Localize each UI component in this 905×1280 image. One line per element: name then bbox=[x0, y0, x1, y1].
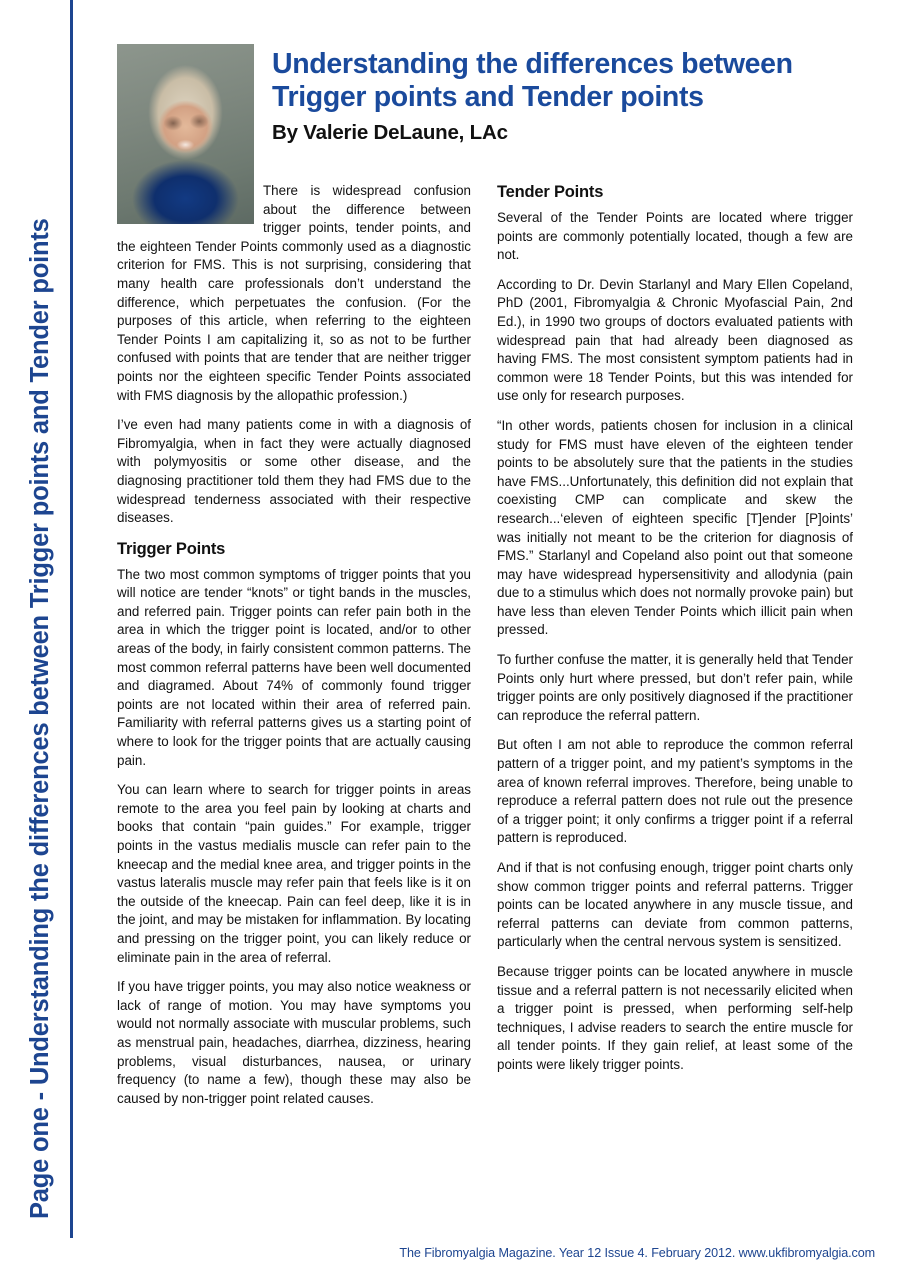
page-title-line-2: Trigger points and Tender points bbox=[272, 81, 704, 113]
paragraph: If you have trigger points, you may also notice weakness or lack of range of motion. You may have symptoms you would not normally associate with muscular problems, such as menstrual pain, headaches, diarrhea, dizziness, hearing problems, visual disturbances, nausea, or urinary frequency (to name a few), though these may also be caused by non-trigger point related causes. bbox=[117, 979, 471, 1106]
page-title-line-1: Understanding the differences between bbox=[272, 48, 793, 80]
sidebar-vertical-rule bbox=[70, 0, 73, 1238]
paragraph: Because trigger points can be located anywhere in muscle tissue and a referral pattern is not necessarily elicited when a trigger point is pressed, when performing self-help techniques, I advise readers to search the entire muscle for all tender points. If they gain relief, at least some of the points were likely trigger points. bbox=[497, 963, 853, 1072]
sidebar-page-label: Page one - Understanding the differences between Trigger points and Tender points bbox=[25, 218, 54, 1219]
page-footer: The Fibromyalgia Magazine. Year 12 Issue 4. February 2012. www.ukfibromyalgia.com bbox=[399, 1246, 875, 1260]
headline-block bbox=[272, 48, 857, 145]
section-heading-trigger-points: Trigger Points bbox=[117, 539, 226, 558]
paragraph: To further confuse the matter, it is generally held that Tender Points only hurt where pressed, but don’t refer pain, while trigger points are only positively diagnosed if the practitioner can reproduce the referral pattern. bbox=[497, 652, 853, 723]
paragraph: According to Dr. Devin Starlanyl and Mary Ellen Copeland, PhD (2001, Fibromyalgia & Chronic Myofascial Pain, 2nd Ed.), in 1990 two groups of doctors evaluated patients with widespread pain that had already been diagnosed as having FMS. The most consistent symptom patients had in common were 18 Tender Points, but this was intended for use only for research purposes. bbox=[497, 276, 853, 404]
paragraph: I’ve even had many patients come in with a diagnosis of Fibromyalgia, when in fact they were actually diagnosed with polymyositis or some other disease, and the diagnosing practitioner told them they had FMS due to the widespread tenderness associated with their respective diseases. bbox=[117, 417, 471, 526]
section-heading-tender-points: Tender Points bbox=[497, 183, 604, 201]
photo-wrap-spacer bbox=[117, 182, 263, 228]
paragraph: The two most common symptoms of trigger points that you will notice are tender “knots” or tight bands in the muscles, and referred pain. Trigger points can refer pain both in the area in which the trigger point is located, and/or to other areas of the body, in fairly consistent common patterns. The most common referral patterns have been well documented and diagramed. About 74% of commonly found trigger points are not located within their area of referred pain. Familiarity with referral patterns gives us a starting point of where to look for the trigger points that are actually causing pain. bbox=[117, 566, 471, 768]
paragraph bbox=[117, 182, 471, 405]
article-column-right bbox=[497, 182, 853, 1086]
paragraph: You can learn where to search for trigger points in areas remote to the area you feel pain by looking at charts and books that contain “pain guides.” For example, trigger points in the vastus medialis muscle can refer pain to the kneecap and the medial knee area, and trigger points in the vastus lateralis muscle may refer pain that feels like is it on the outside of the kneecap. Pain can feel deep, like it is in the joint, and may be mistaken for inflammation. By locating and pressing on the trigger point, you can likely reduce or eliminate pain in the area of referral. bbox=[117, 782, 471, 965]
article-column-left bbox=[117, 182, 471, 1119]
article-byline: By Valerie DeLaune, LAc bbox=[272, 121, 508, 144]
paragraph: “In other words, patients chosen for inclusion in a clinical study for FMS must have eleven of the eighteen tender points to be absolutely sure that the patients in the studies have FMS...Unfortunately, this definition did not explain that coexisting CMP can complicate and skew the research...‘eleven of eighteen specific [T]ender [P]oints’ was initially not meant to be the criterion for diagnosis of FMS.” Starlanyl and Copeland also point out that someone may have widespread hypersensitivity and allodynia (pain due to a stimulus which does not normally provoke pain) but have less than eleven Tender Points which illicit pain when pressed. bbox=[497, 417, 853, 638]
paragraph: But often I am not able to reproduce the common referral pattern of a trigger point, and my patient’s symptoms in the area of known referral improves. Therefore, being unable to reproduce a referral pattern does not rule out the presence of a trigger point; it only confirms a trigger point if a referral pattern is reproduced. bbox=[497, 737, 853, 846]
paragraph-text: There is widespread confusion about the difference between trigger points, tender points, and the eighteen Tender Points commonly used as a diagnostic criterion for FMS. This is not surprising, considering that many health care professionals don’t understand the difference, which perpetuates the confusion. (For the purposes of this article, when referring to the eighteen Tender Points I am capitalizing it, so as not to be further confused with points that are tender that are neither trigger points nor the eighteen specific Tender Points associated with FMS diagnosis by the allopathic profession.) bbox=[117, 183, 471, 403]
paragraph: And if that is not confusing enough, trigger point charts only show common trigger points and referral patterns. Trigger points can be located anywhere in any muscle tissue, and referral patterns can deviate from common patterns, particularly when the central nervous system is sensitized. bbox=[497, 860, 853, 950]
paragraph: Several of the Tender Points are located where trigger points are commonly potentially located, though a few are not. bbox=[497, 210, 853, 263]
